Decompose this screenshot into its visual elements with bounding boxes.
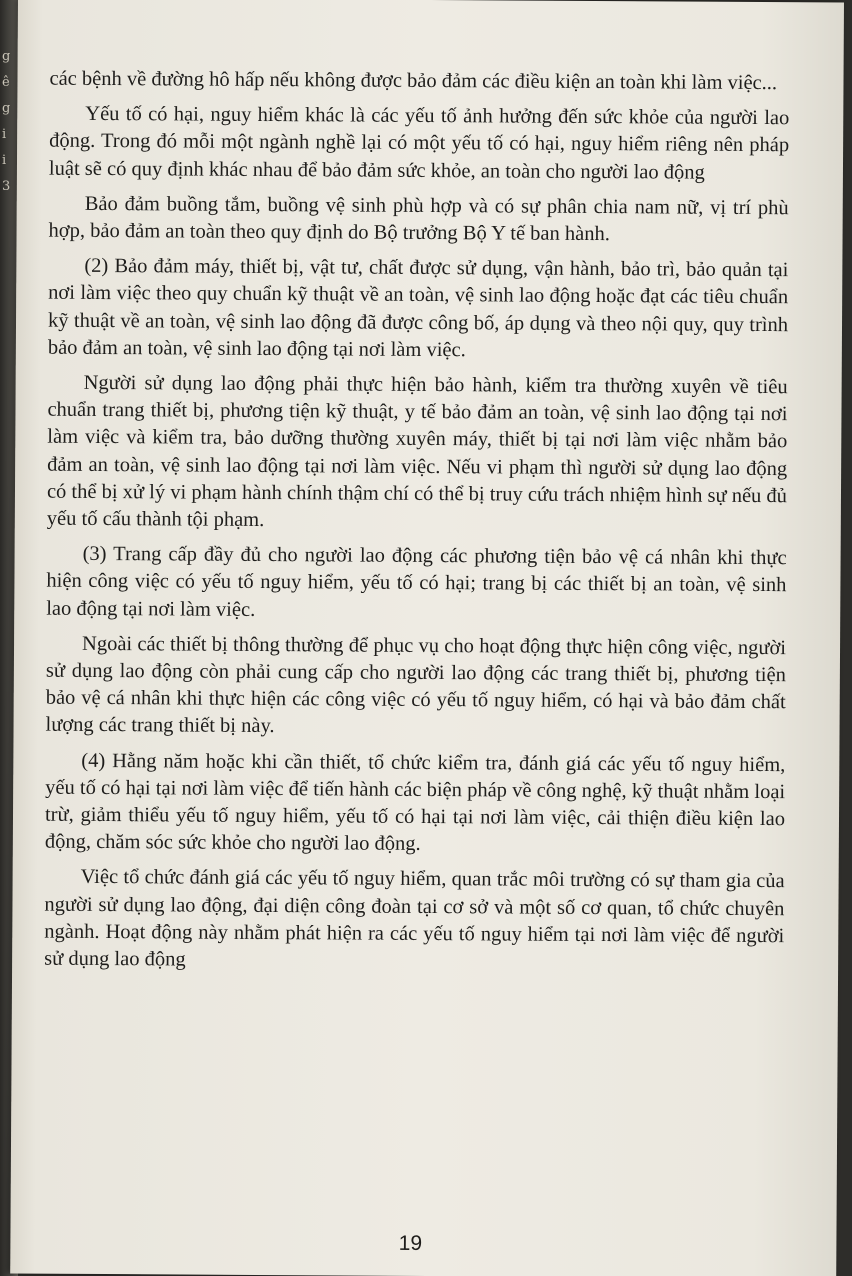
facing-page-edge-text [2, 44, 16, 200]
page-number: 19 [398, 1231, 423, 1255]
paragraph-continued: các bệnh về đường hô hấp nếu không được bảo đảm các điều kiện an toàn khi làm việc... [49, 67, 778, 95]
gutter-mark: 3 [2, 179, 11, 194]
body-text [44, 66, 790, 986]
paragraph: (4) Hằng năm hoặc khi cần thiết, tổ chức kiểm tra, đánh giá các yếu tố nguy hiểm, yếu tố có hại tại nơi làm việc để tiến hành các biện pháp về công nghệ, kỹ thuật nhằm loại trừ, giảm thiểu yếu tố nguy hiểm, yếu tố có hại tại nơi làm việc, cải thiện điều kiện lao động, chăm sóc sức khỏe cho người lao động. [44, 749, 786, 856]
paragraph: Yếu tố có hại, nguy hiểm khác là các yếu tố ảnh hưởng đến sức khỏe của người lao động. Trong đó mỗi một ngành nghề lại có một yếu tố có hại, nguy hiểm riêng nên pháp luật sẽ có quy định khác nhau để bảo đảm sức khỏe, an toàn cho người lao động [48, 103, 790, 184]
paragraph: Bảo đảm buồng tắm, buồng vệ sinh phù hợp và có sự phân chia nam nữ, vị trí phù hợp, bảo đảm an toàn theo quy định do Bộ trưởng Bộ Y tế ban hành. [48, 192, 789, 246]
paragraph: (3) Trang cấp đầy đủ cho người lao động các phương tiện bảo vệ cá nhân khi thực hiện công việc có yếu tố nguy hiểm, yếu tố có hại; trang bị các thiết bị an toàn, vệ sinh lao động tại nơi làm việc. [46, 543, 787, 621]
gutter-mark: ê [2, 75, 10, 90]
paragraph: Ngoài các thiết bị thông thường để phục vụ cho hoạt động thực hiện công việc, người sử dụng lao động còn phải cung cấp cho người lao động các trang thiết bị, phương tiện bảo vệ cá nhân khi thực hiện các công việc có yếu tố nguy hiểm, có hại và bảo đảm chất lượng các trang thiết bị này. [45, 632, 787, 738]
book-page [10, 0, 844, 1276]
paragraph: Việc tổ chức đánh giá các yếu tố nguy hiểm, quan trắc môi trường có sự tham gia của người sử dụng lao động, đại diện công đoàn tại cơ sở và một số cơ quan, tổ chức chuyên ngành. Hoạt động này nhằm phát hiện ra các yếu tố nguy hiểm tại nơi làm việc để người sử dụng lao động [44, 866, 785, 971]
paragraph: (2) Bảo đảm máy, thiết bị, vật tư, chất được sử dụng, vận hành, bảo trì, bảo quản tại nơi làm việc theo quy chuẩn kỹ thuật về an toàn, vệ sinh lao động hoặc đạt các tiêu chuẩn kỹ thuật về an toàn, vệ sinh lao động đã được công bố, áp dụng và theo nội quy, quy trình bảo đảm an toàn, vệ sinh lao động tại nơi làm việc. [47, 255, 789, 362]
paragraph: Người sử dụng lao động phải thực hiện bảo hành, kiểm tra thường xuyên về tiêu chuẩn trang thiết bị, phương tiện kỹ thuật, y tế bảo đảm an toàn, vệ sinh lao động tại nơi làm việc và kiểm tra, bảo dưỡng thường xuyên máy, thiết bị tại nơi làm việc nhằm bảo đảm an toàn, vệ sinh lao động tại nơi làm việc. Nếu vi phạm thì người sử dụng lao động có thể bị xử lý vi phạm hành chính thậm chí có thể bị truy cứu trách nhiệm hình sự nếu đủ yếu tố cấu thành tội phạm. [46, 371, 788, 532]
gutter-mark: i [2, 153, 7, 168]
gutter-mark: i [2, 127, 7, 142]
gutter-mark: g [2, 49, 11, 64]
gutter-mark: g [2, 101, 11, 116]
